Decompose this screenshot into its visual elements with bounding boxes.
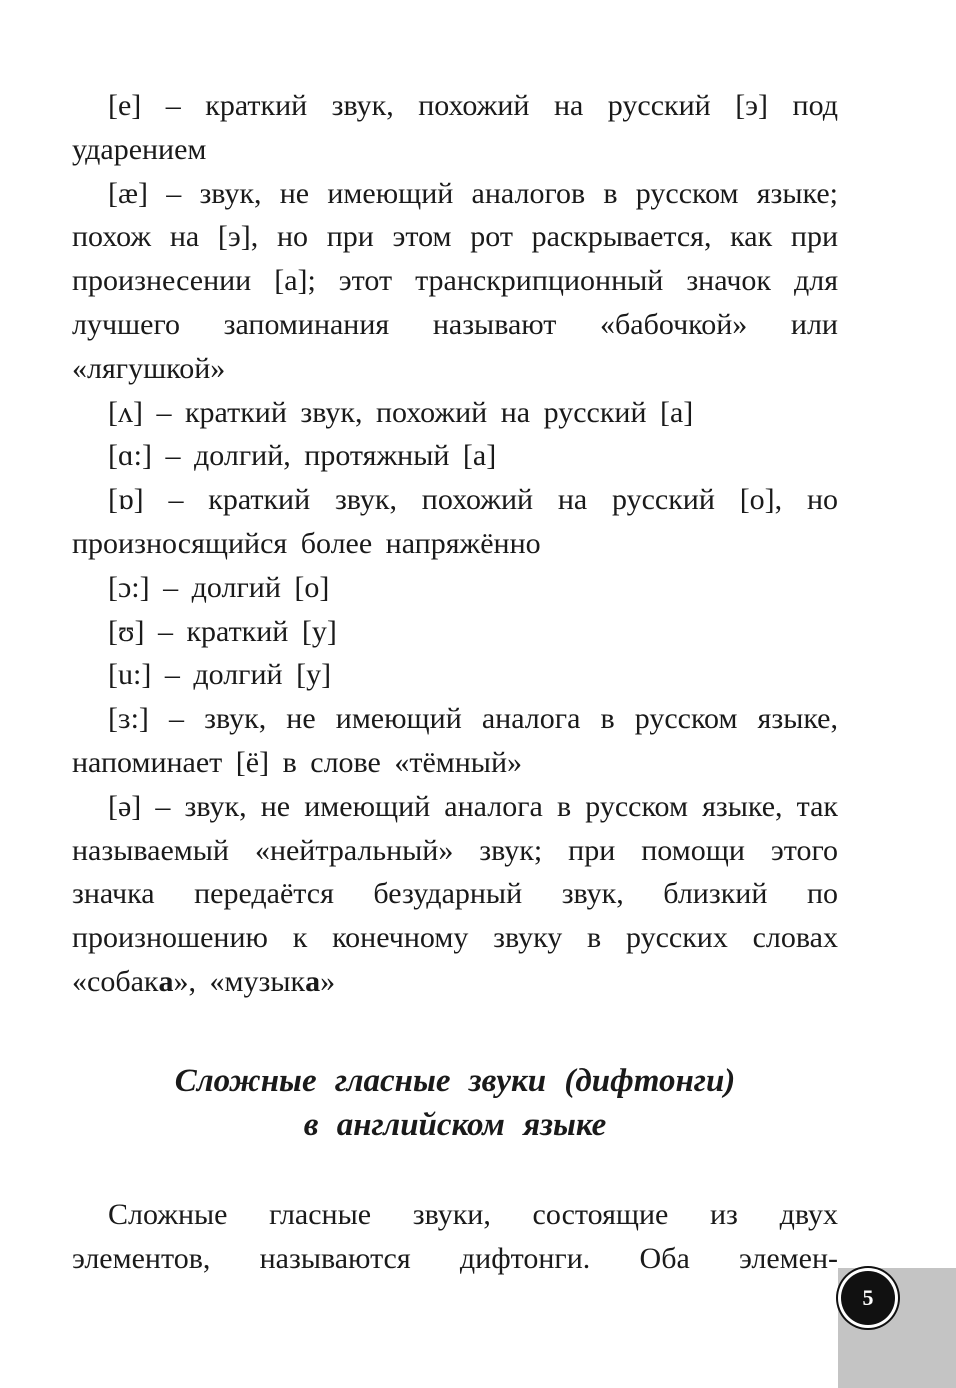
symbol-description: – звук, не имеющий аналога в русском языке, напоминает [ё] в слове «тёмный» [72,702,838,779]
intro-paragraph: Сложные гласные звуки, состоящие из двух элементов, называются дифтонги. Оба элемен- [72,1197,838,1275]
phonetic-symbol: [u:] [108,658,152,692]
example-bold-letter: а [158,964,174,998]
symbol-description: – долгий, протяжный [а] [165,439,497,473]
symbol-description: – краткий звук, похожий на русский [о], но произносящийся более напряжённо [72,483,839,560]
entry-wedge [72,391,838,435]
phonetic-symbol: [ɒ] [108,483,144,517]
entry-short-u [72,610,838,654]
section-heading [72,1059,838,1147]
intro-block [72,1193,838,1281]
entry-long-o [72,566,838,610]
symbol-description: – краткий [у] [157,614,337,648]
example-bold-letter: а [305,964,321,998]
entry-long-u [72,653,838,697]
phonetic-symbol: [ɜ:] [108,702,149,736]
entry-short-o [72,478,838,566]
phonetic-symbol: [e] [108,89,142,122]
symbol-description: – звук, не имеющий аналогов в русском языке; похож на [э], но при этом рот раскрывается, как при произнесении [а]; этот транскрипционный значок для лучшего запоминания называют «бабочкой» или «лягушкой» [72,176,838,385]
example-word-sobaka: «собака», [72,964,196,998]
entry-ae [72,172,838,391]
page-number: 5 [862,1285,874,1310]
phonetic-symbol: [ɔ:] [108,570,150,604]
entry-long-a [72,434,838,478]
page-content [72,84,838,1280]
phonetic-symbol: [ʊ] [108,614,145,648]
phonetic-symbol: [ə] [108,789,142,823]
symbol-description: – долгий [о] [163,570,330,604]
symbol-description: – краткий звук, похожий на русский [э] под ударением [72,89,838,166]
section-heading-line-1: Сложные гласные звуки (дифтонги) [174,1062,736,1099]
phonetic-symbol: [ɑ:] [108,439,153,473]
phonetic-symbol: [ʌ] [108,395,143,429]
symbol-description: – долгий [у] [164,658,332,692]
phonetic-symbol: [æ] [108,176,148,210]
entry-e [72,84,838,172]
symbol-description: – звук, не имеющий аналога в русском языке, так называемый «нейтральный» звук; при помощи этого значка передаётся безударный звук, близкий по произношению к конечному звуку в русских словах [72,789,839,955]
example-word-muzyka: «музыка» [209,964,336,998]
symbol-description: – краткий звук, похожий на русский [а] [156,395,694,429]
entry-schwa [72,785,838,1004]
page-number-badge [841,1271,895,1325]
entry-reversed-epsilon [72,697,838,785]
section-heading-line-2: в английском языке [303,1106,607,1143]
